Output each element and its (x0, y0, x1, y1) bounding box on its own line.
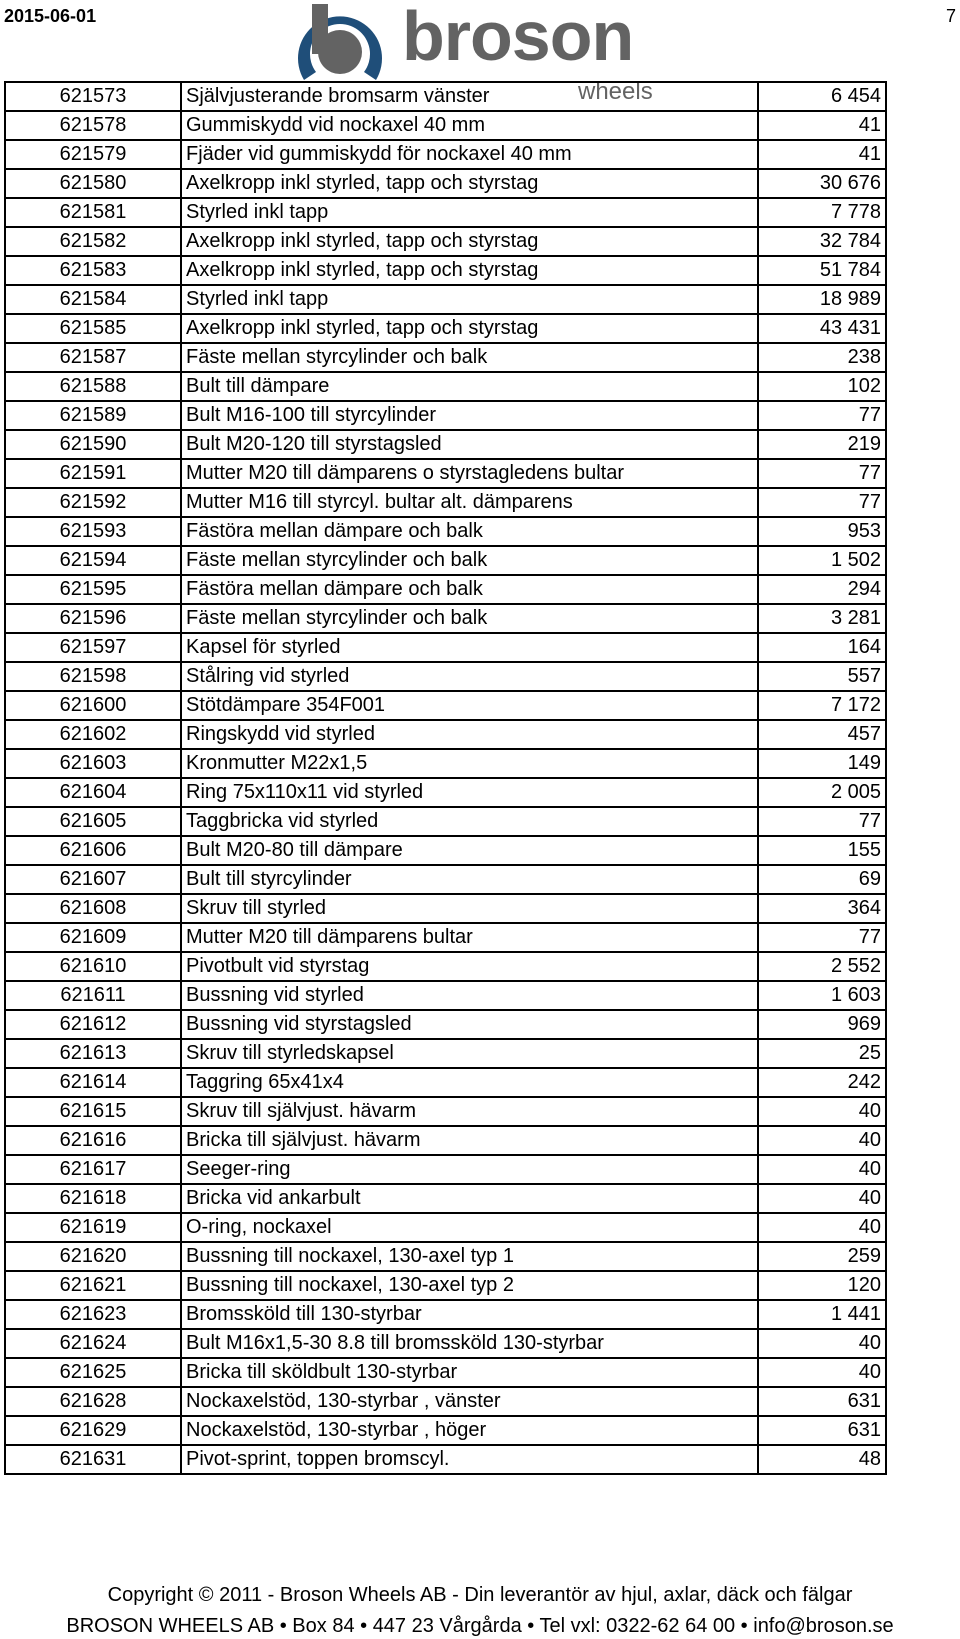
table-row (5, 1184, 886, 1213)
part-number-cell: 621591 (5, 459, 181, 488)
description-cell: Ringskydd vid styrled (181, 720, 758, 749)
table-row (5, 1010, 886, 1039)
price-cell: 364 (758, 894, 886, 923)
part-number-cell: 621611 (5, 981, 181, 1010)
price-cell: 1 603 (758, 981, 886, 1010)
part-number-cell: 621613 (5, 1039, 181, 1068)
table-row (5, 169, 886, 198)
description-cell: Kronmutter M22x1,5 (181, 749, 758, 778)
part-number-cell: 621614 (5, 1068, 181, 1097)
table-row (5, 227, 886, 256)
price-cell: 2 005 (758, 778, 886, 807)
part-number-cell: 621594 (5, 546, 181, 575)
part-number-cell: 621582 (5, 227, 181, 256)
part-number-cell: 621593 (5, 517, 181, 546)
part-number-cell: 621620 (5, 1242, 181, 1271)
description-cell: Bricka vid ankarbult (181, 1184, 758, 1213)
part-number-cell: 621628 (5, 1387, 181, 1416)
table-row (5, 923, 886, 952)
part-number-cell: 621595 (5, 575, 181, 604)
description-cell: Styrled inkl tapp (181, 285, 758, 314)
table-row (5, 604, 886, 633)
description-cell: Axelkropp inkl styrled, tapp och styrstag (181, 314, 758, 343)
description-cell: Stötdämpare 354F001 (181, 691, 758, 720)
table-row (5, 662, 886, 691)
description-cell: Bult till dämpare (181, 372, 758, 401)
table-row (5, 691, 886, 720)
description-cell: Bussning vid styrled (181, 981, 758, 1010)
part-number-cell: 621624 (5, 1329, 181, 1358)
price-cell: 41 (758, 140, 886, 169)
description-cell: Bult M20-120 till styrstagsled (181, 430, 758, 459)
price-cell: 48 (758, 1445, 886, 1474)
table-row (5, 343, 886, 372)
price-cell: 259 (758, 1242, 886, 1271)
table-row (5, 1155, 886, 1184)
part-number-cell: 621607 (5, 865, 181, 894)
description-cell: Bult M20-80 till dämpare (181, 836, 758, 865)
table-row (5, 111, 886, 140)
description-cell: Axelkropp inkl styrled, tapp och styrstag (181, 169, 758, 198)
description-cell: Bult till styrcylinder (181, 865, 758, 894)
part-number-cell: 621625 (5, 1358, 181, 1387)
part-number-cell: 621587 (5, 343, 181, 372)
logo-sub-text: wheels (578, 78, 653, 105)
part-number-cell: 621578 (5, 111, 181, 140)
description-cell: Bricka till självjust. hävarm (181, 1126, 758, 1155)
description-cell: Fjäder vid gummiskydd för nockaxel 40 mm (181, 140, 758, 169)
table-row (5, 372, 886, 401)
part-number-cell: 621598 (5, 662, 181, 691)
table-row (5, 401, 886, 430)
part-number-cell: 621623 (5, 1300, 181, 1329)
part-number-cell: 621592 (5, 488, 181, 517)
price-cell: 102 (758, 372, 886, 401)
part-number-cell: 621588 (5, 372, 181, 401)
description-cell: Fästöra mellan dämpare och balk (181, 575, 758, 604)
price-cell: 40 (758, 1213, 886, 1242)
price-cell: 41 (758, 111, 886, 140)
part-number-cell: 621602 (5, 720, 181, 749)
part-number-cell: 621597 (5, 633, 181, 662)
description-cell: Taggring 65x41x4 (181, 1068, 758, 1097)
table-row (5, 256, 886, 285)
price-cell: 219 (758, 430, 886, 459)
part-number-cell: 621573 (5, 82, 181, 111)
price-cell: 18 989 (758, 285, 886, 314)
description-cell: Bromssköld till 130-styrbar (181, 1300, 758, 1329)
table-row (5, 285, 886, 314)
part-number-cell: 621600 (5, 691, 181, 720)
broson-wheel-mark-icon (290, 2, 390, 86)
description-cell: Bult M16x1,5-30 8.8 till bromssköld 130-styrbar (181, 1329, 758, 1358)
price-cell: 40 (758, 1097, 886, 1126)
table-row (5, 633, 886, 662)
document-date: 2015-06-01 (4, 6, 97, 26)
table-row (5, 1097, 886, 1126)
description-cell: Bussning vid styrstagsled (181, 1010, 758, 1039)
table-row (5, 865, 886, 894)
price-cell: 6 454 (758, 82, 886, 111)
footer-copyright: Copyright © 2011 - Broson Wheels AB - Din leverantör av hjul, axlar, däck och fälgar (107, 1584, 853, 1606)
table-row (5, 82, 886, 111)
table-row (5, 314, 886, 343)
table-row (5, 1242, 886, 1271)
price-cell: 120 (758, 1271, 886, 1300)
price-cell: 77 (758, 459, 886, 488)
description-cell: Seeger-ring (181, 1155, 758, 1184)
price-cell: 164 (758, 633, 886, 662)
price-cell: 1 502 (758, 546, 886, 575)
description-cell: Skruv till självjust. hävarm (181, 1097, 758, 1126)
description-cell: Mutter M16 till styrcyl. bultar alt. dämparens (181, 488, 758, 517)
part-number-cell: 621590 (5, 430, 181, 459)
price-cell: 149 (758, 749, 886, 778)
price-cell: 40 (758, 1358, 886, 1387)
part-number-cell: 621583 (5, 256, 181, 285)
page-number: 7 (945, 6, 956, 26)
description-cell: Mutter M20 till dämparens o styrstagledens bultar (181, 459, 758, 488)
description-cell: Bult M16-100 till styrcylinder (181, 401, 758, 430)
description-cell: Skruv till styrledskapsel (181, 1039, 758, 1068)
price-cell: 631 (758, 1416, 886, 1445)
part-number-cell: 621617 (5, 1155, 181, 1184)
part-number-cell: 621589 (5, 401, 181, 430)
part-number-cell: 621619 (5, 1213, 181, 1242)
table-row (5, 546, 886, 575)
price-cell: 242 (758, 1068, 886, 1097)
price-cell: 7 172 (758, 691, 886, 720)
table-row (5, 459, 886, 488)
table-row (5, 430, 886, 459)
part-number-cell: 621603 (5, 749, 181, 778)
table-row (5, 778, 886, 807)
part-number-cell: 621609 (5, 923, 181, 952)
price-cell: 557 (758, 662, 886, 691)
price-cell: 77 (758, 923, 886, 952)
part-number-cell: 621615 (5, 1097, 181, 1126)
price-cell: 25 (758, 1039, 886, 1068)
description-cell: Mutter M20 till dämparens bultar (181, 923, 758, 952)
price-cell: 457 (758, 720, 886, 749)
price-cell: 40 (758, 1155, 886, 1184)
description-cell: Taggbricka vid styrled (181, 807, 758, 836)
price-cell: 40 (758, 1126, 886, 1155)
price-cell: 43 431 (758, 314, 886, 343)
description-cell: Nockaxelstöd, 130-styrbar , vänster (181, 1387, 758, 1416)
description-cell: Axelkropp inkl styrled, tapp och styrstag (181, 227, 758, 256)
part-number-cell: 621579 (5, 140, 181, 169)
part-number-cell: 621604 (5, 778, 181, 807)
part-number-cell: 621606 (5, 836, 181, 865)
part-number-cell: 621605 (5, 807, 181, 836)
table-row (5, 1068, 886, 1097)
table-row (5, 720, 886, 749)
price-cell: 7 778 (758, 198, 886, 227)
description-cell: Självjusterande bromsarm vänster (181, 82, 758, 111)
description-cell: Fäste mellan styrcylinder och balk (181, 343, 758, 372)
description-cell: Fäste mellan styrcylinder och balk (181, 546, 758, 575)
price-cell: 51 784 (758, 256, 886, 285)
part-number-cell: 621585 (5, 314, 181, 343)
price-cell: 77 (758, 807, 886, 836)
description-cell: Ring 75x110x11 vid styrled (181, 778, 758, 807)
table-row (5, 1416, 886, 1445)
description-cell: Fäste mellan styrcylinder och balk (181, 604, 758, 633)
description-cell: Axelkropp inkl styrled, tapp och styrstag (181, 256, 758, 285)
table-row (5, 1358, 886, 1387)
table-row (5, 981, 886, 1010)
description-cell: Bricka till sköldbult 130-styrbar (181, 1358, 758, 1387)
price-cell: 1 441 (758, 1300, 886, 1329)
table-row (5, 894, 886, 923)
table-row (5, 1300, 886, 1329)
table-row (5, 575, 886, 604)
table-row (5, 517, 886, 546)
table-row (5, 1445, 886, 1474)
description-cell: Skruv till styrled (181, 894, 758, 923)
price-cell: 30 676 (758, 169, 886, 198)
part-number-cell: 621618 (5, 1184, 181, 1213)
table-row (5, 1126, 886, 1155)
table-row (5, 1271, 886, 1300)
description-cell: Fästöra mellan dämpare och balk (181, 517, 758, 546)
part-number-cell: 621612 (5, 1010, 181, 1039)
table-row (5, 749, 886, 778)
table-row (5, 836, 886, 865)
table-row (5, 1387, 886, 1416)
price-cell: 69 (758, 865, 886, 894)
price-cell: 40 (758, 1329, 886, 1358)
table-row (5, 198, 886, 227)
description-cell: Styrled inkl tapp (181, 198, 758, 227)
description-cell: Bussning till nockaxel, 130-axel typ 1 (181, 1242, 758, 1271)
description-cell: Pivotbult vid styrstag (181, 952, 758, 981)
description-cell: Stålring vid styrled (181, 662, 758, 691)
part-number-cell: 621580 (5, 169, 181, 198)
part-number-cell: 621581 (5, 198, 181, 227)
part-number-cell: 621608 (5, 894, 181, 923)
part-number-cell: 621584 (5, 285, 181, 314)
logo-brand-text: broson (402, 0, 634, 75)
price-cell: 155 (758, 836, 886, 865)
price-cell: 238 (758, 343, 886, 372)
price-table (4, 81, 887, 1475)
price-cell: 953 (758, 517, 886, 546)
footer-contact: BROSON WHEELS AB • Box 84 • 447 23 Vårgårda • Tel vxl: 0322-62 64 00 • info@broson.se (66, 1615, 894, 1637)
table-row (5, 488, 886, 517)
description-cell: O-ring, nockaxel (181, 1213, 758, 1242)
table-row (5, 1213, 886, 1242)
description-cell: Gummiskydd vid nockaxel 40 mm (181, 111, 758, 140)
price-cell: 77 (758, 488, 886, 517)
price-cell: 2 552 (758, 952, 886, 981)
price-cell: 77 (758, 401, 886, 430)
table-row (5, 807, 886, 836)
description-cell: Pivot-sprint, toppen bromscyl. (181, 1445, 758, 1474)
price-table-body (5, 82, 886, 1474)
price-cell: 32 784 (758, 227, 886, 256)
part-number-cell: 621596 (5, 604, 181, 633)
price-cell: 969 (758, 1010, 886, 1039)
part-number-cell: 621621 (5, 1271, 181, 1300)
part-number-cell: 621631 (5, 1445, 181, 1474)
table-row (5, 1329, 886, 1358)
description-cell: Nockaxelstöd, 130-styrbar , höger (181, 1416, 758, 1445)
part-number-cell: 621616 (5, 1126, 181, 1155)
price-cell: 294 (758, 575, 886, 604)
price-cell: 631 (758, 1387, 886, 1416)
price-cell: 3 281 (758, 604, 886, 633)
description-cell: Kapsel för styrled (181, 633, 758, 662)
table-row (5, 952, 886, 981)
part-number-cell: 621629 (5, 1416, 181, 1445)
part-number-cell: 621610 (5, 952, 181, 981)
description-cell: Bussning till nockaxel, 130-axel typ 2 (181, 1271, 758, 1300)
price-cell: 40 (758, 1184, 886, 1213)
table-row (5, 1039, 886, 1068)
table-row (5, 140, 886, 169)
